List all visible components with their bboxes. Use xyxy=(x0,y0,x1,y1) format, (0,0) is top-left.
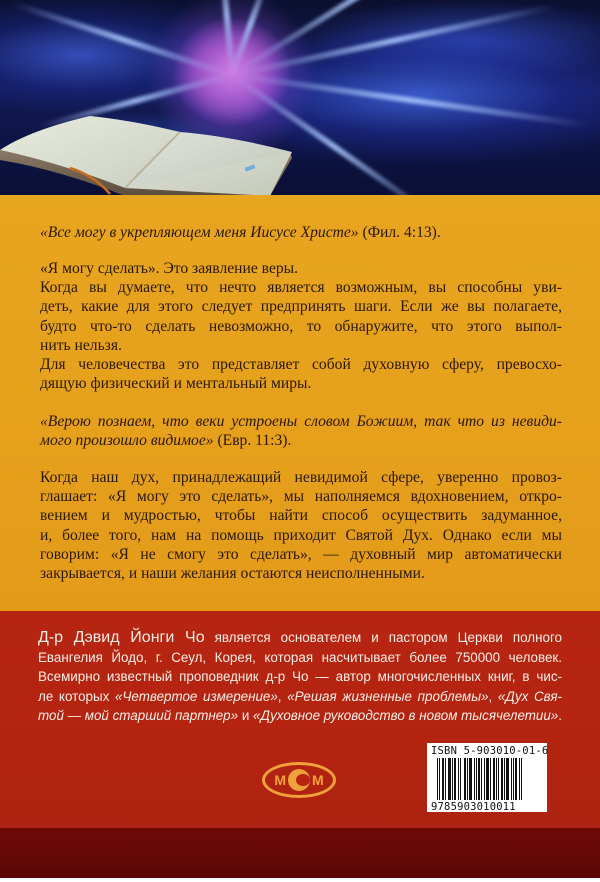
text-line: Для человечества это представляет собой духовную сферу, превосхо- xyxy=(40,356,562,374)
text-line: «Я могу сделать». Это заявление веры. xyxy=(40,260,299,277)
book-title: той — мой старший партнер» xyxy=(38,708,239,724)
text-fragment: , xyxy=(488,688,498,704)
synopsis-paragraph-1 xyxy=(40,259,562,393)
synopsis-section xyxy=(0,195,600,611)
quote-reference: (Евр. 11:3). xyxy=(213,432,292,450)
text-line: Всемирно известный проповедник д-р Чо — автор многочисленных книг, в чис- xyxy=(38,669,562,685)
logo-letter: М xyxy=(312,772,324,788)
text-fragment: ле которых xyxy=(38,688,115,704)
publisher-logo xyxy=(262,762,336,798)
author-name: Д-р Дэвид Йонги Чо xyxy=(38,629,205,646)
book-title: «Четвертое измерение» xyxy=(114,688,278,704)
author-bio xyxy=(38,628,562,726)
isbn-number: ISBN 5-903010-01-6 xyxy=(431,745,549,757)
text-line: является основателем и пастором Церкви полного xyxy=(204,630,562,645)
ean-number: 9785903010011 xyxy=(431,801,516,813)
book-title: «Решая жизненные проблемы» xyxy=(287,688,489,704)
text-line: закрывается, и наши желания остаются неисполненными. xyxy=(40,565,425,583)
text-line: деть, какие для этого следует предпринять шаги. Если же вы полагаете, xyxy=(40,298,562,316)
logo-crescent-icon xyxy=(288,769,310,791)
quote-reference: (Фил. 4:13). xyxy=(358,224,441,241)
text-line: и, более того, нам на помощь приходит Святой Дух. Однако если мы xyxy=(40,526,562,544)
text-line: говорим: «Я не смогу это сделать», — духовный мир автоматически xyxy=(40,545,562,563)
text-line: Когда наш дух, принадлежащий невидимой сфере, уверенно провоз- xyxy=(40,469,562,486)
text-line: нить нельзя. xyxy=(40,336,122,354)
isbn-barcode xyxy=(427,743,547,812)
text-line: Когда вы думаете, что нечто является возможным, вы способны уви- xyxy=(40,279,562,297)
text-line: дящую физический и ментальный миры. xyxy=(40,375,312,393)
light-ray xyxy=(12,1,233,78)
text-fragment: , xyxy=(277,688,288,704)
text-line: глашает: «Я могу это сделать», мы наполняемся вдохновением, откро- xyxy=(40,488,562,506)
scripture-quote-1 xyxy=(40,223,562,242)
book-title: «Дух Свя- xyxy=(497,688,562,704)
open-bible-icon xyxy=(0,108,300,196)
scripture-quote-2 xyxy=(40,412,562,450)
logo-letter: М xyxy=(274,772,286,788)
quote-text: мого произошло видимое» xyxy=(40,432,214,450)
text-fragment: и xyxy=(238,708,254,724)
hero-image xyxy=(0,0,600,195)
synopsis-paragraph-2 xyxy=(40,468,562,583)
text-line: будто что-то сделать невозможно, то обнаружите, что этого выпол- xyxy=(40,317,562,335)
barcode-bars-icon xyxy=(437,758,543,800)
text-fragment: . xyxy=(558,708,562,724)
quote-text: «Все могу в укрепляющем меня Иисусе Христе» xyxy=(40,224,359,241)
text-line: вением и мудростью, чтобы найти способ осуществить задуманное, xyxy=(40,507,562,525)
book-title: «Духовное руководство в новом тысячелетии» xyxy=(253,708,559,724)
page-edge xyxy=(0,878,600,882)
bottom-band xyxy=(0,828,600,878)
text-line: Евангелия Йодо, г. Сеул, Корея, которая насчитывает более 750000 человек. xyxy=(38,649,562,665)
quote-text: «Верою познаем, что веки устроены словом Божиим, так что из невиди- xyxy=(40,413,562,430)
